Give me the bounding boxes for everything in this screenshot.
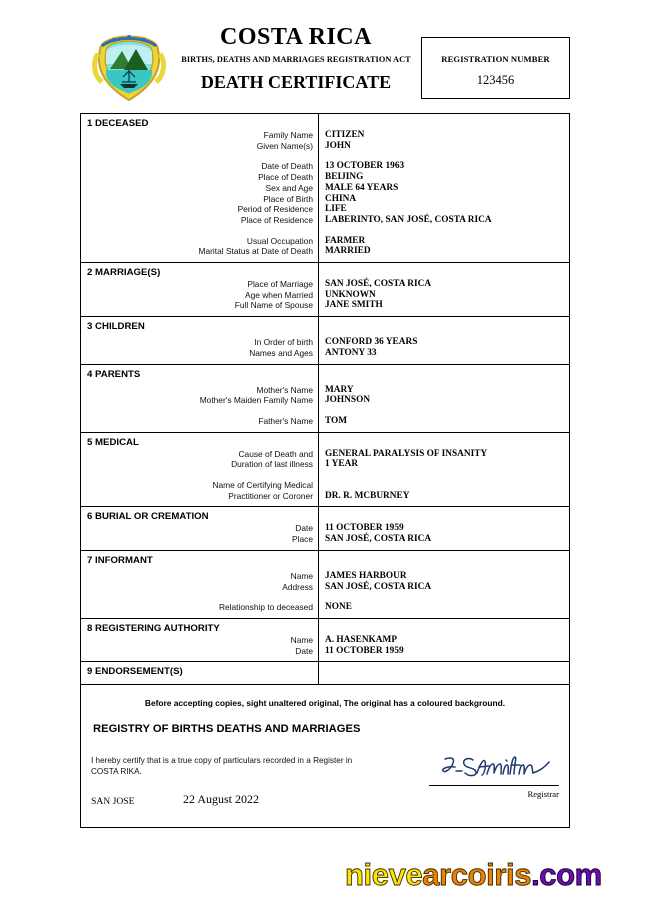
registration-number-box [421,37,570,99]
document-header [78,12,578,110]
section-parents-values [319,365,569,432]
section-informant-labels [81,551,319,618]
section-medical-labels [81,433,319,507]
certificate-title: DEATH CERTIFICATE [200,72,392,92]
section-marriages [81,263,569,317]
section-children-values [319,317,569,363]
label-marital-status: Marital Status at Date of Death [198,246,313,257]
section-deceased-title: 1 DECEASED [87,118,149,129]
value-place-of-birth: CHINA [325,193,357,204]
registration-number-value: 123456 [476,73,515,87]
section-endorsements-values [319,662,569,684]
value-authority-date: 11 OCTOBER 1959 [325,645,404,656]
label-in-order-of-birth: In Order of birth [254,337,313,348]
section-burial [81,507,569,550]
label-authority-date: Date [295,645,313,656]
section-informant-values [319,551,569,618]
label-place-of-death: Place of Death [258,172,313,183]
deceased-title-spacer [325,118,564,130]
label-given-names: Given Name(s) [256,140,313,151]
label-mothers-maiden-family-name: Mother's Maiden Family Name [199,395,313,406]
label-age-when-married: Age when Married [245,289,313,300]
section-deceased-labels [81,114,319,262]
label-sex-and-age: Sex and Age [265,182,313,193]
section-registering-authority-labels [81,619,319,661]
signature-area [429,751,559,799]
registrar-signature-icon [429,751,559,785]
section-parents-title: 4 PARENTS [87,368,141,380]
value-duration-of-last-illness: 1 YEAR [325,459,359,470]
certificate-body [80,113,570,828]
label-certifying-practitioner-line2: Practitioner or Coroner [228,490,313,501]
registry-heading: REGISTRY OF BIRTHS DEATHS AND MARRIAGES [93,723,361,736]
label-informant-relationship: Relationship to deceased [218,602,313,613]
section-registering-authority [81,619,569,662]
value-authority-name: A. HASENKAMP [325,634,398,645]
value-fathers-name: TOM [325,415,348,426]
label-names-and-ages: Names and Ages [249,347,313,358]
value-mothers-name: MARY [325,384,354,395]
certify-place: SAN JOSE [91,796,135,808]
title-block [178,24,414,93]
registration-number-label: REGISTRATION NUMBER [441,54,550,64]
value-date-of-death: 13 OCTOBER 1963 [325,161,405,172]
value-informant-address: SAN JOSÉ, COSTA RICA [325,581,432,592]
section-marriages-labels [81,263,319,316]
value-marital-status: MARRIED [325,246,371,257]
value-period-of-residence: LIFE [325,204,347,215]
certify-line-1: I hereby certify that is a true copy of particulars recorded in a Register in [91,756,353,766]
section-deceased-values [319,114,569,262]
certification-block [81,685,569,827]
label-authority-name: Name [290,634,313,645]
value-full-name-of-spouse: JANE SMITH [325,300,383,311]
section-registering-authority-title: 8 REGISTERING AUTHORITY [87,622,220,634]
costa-rica-coat-of-arms-icon [86,20,172,106]
section-medical-title: 5 MEDICAL [87,436,139,448]
label-place-of-birth: Place of Birth [263,193,313,204]
parents-title-spacer [325,369,564,381]
value-usual-occupation: FARMER [325,235,366,246]
label-fathers-name: Father's Name [258,415,313,426]
section-deceased [81,114,569,263]
value-cause-of-death: GENERAL PARALYSIS OF INSANITY [325,448,488,459]
label-informant-address: Address [282,581,313,592]
value-mothers-maiden-family-name: JOHNSON [325,395,371,406]
section-parents-labels [81,365,319,432]
medical-title-spacer [325,437,564,449]
value-burial-place: SAN JOSÉ, COSTA RICA [325,534,432,545]
section-burial-labels [81,507,319,549]
copy-notice: Before accepting copies, sight unaltered original, The original has a coloured background. [144,698,506,709]
section-informant [81,551,569,619]
value-place-of-residence: LABERINTO, SAN JOSÉ, COSTA RICA [325,214,492,225]
value-child-1: CONFORD 36 YEARS [325,337,418,348]
label-informant-name: Name [290,570,313,581]
label-date-of-death: Date of Death [261,161,313,172]
section-burial-title: 6 BURIAL OR CREMATION [87,511,209,523]
certify-date: 22 August 2022 [183,792,260,807]
signature-line [429,785,559,786]
value-informant-relationship: NONE [325,602,352,613]
section-children-labels [81,317,319,363]
certify-line-2: COSTA RIKA. [91,767,142,777]
value-given-names: JOHN [325,140,351,151]
value-sex-and-age: MALE 64 YEARS [325,182,399,193]
value-informant-name: JAMES HARBOUR [325,570,407,581]
label-burial-date: Date [295,523,313,534]
site-watermark [345,857,602,893]
medical-row-spacer [325,470,564,481]
label-usual-occupation: Usual Occupation [246,235,313,246]
marriages-title-spacer [325,267,564,279]
label-place-of-marriage: Place of Marriage [247,279,313,290]
watermark-part-3: .com [531,857,602,892]
label-mothers-name: Mother's Name [256,384,313,395]
value-endorsements [325,666,564,678]
value-certifying-practitioner: DR. R. MCBURNEY [325,490,410,501]
label-family-name: Family Name [263,130,313,140]
label-burial-place: Place [292,534,313,545]
label-full-name-of-spouse: Full Name of Spouse [234,300,313,311]
section-marriages-values [319,263,569,316]
section-children-title: 3 CHILDREN [87,321,145,333]
country-title: COSTA RICA [220,24,372,50]
label-duration-of-last-illness: Duration of last illness [231,459,313,470]
section-medical [81,433,569,508]
section-informant-title: 7 INFORMANT [87,554,153,566]
certify-row [91,755,559,817]
section-marriages-title: 2 MARRIAGE(S) [87,267,161,279]
value-place-of-death: BEIJING [325,172,364,183]
children-title-spacer [325,321,564,333]
section-children [81,317,569,364]
section-burial-values [319,507,569,549]
value-burial-date: 11 OCTOBER 1959 [325,523,404,534]
registrar-label: Registrar [527,789,559,800]
value-age-when-married: UNKNOWN [325,289,376,300]
certify-text [91,755,391,777]
section-parents [81,365,569,433]
value-child-2: ANTONY 33 [325,347,377,358]
authority-title-spacer [325,623,564,635]
section-endorsements [81,662,569,685]
section-endorsements-labels [81,662,319,684]
burial-title-spacer [325,511,564,523]
section-certification [81,685,569,827]
section-endorsements-title: 9 ENDORSEMENT(S) [87,666,183,678]
watermark-part-2: arcoiris [422,857,532,892]
label-certifying-practitioner-line1: Name of Certifying Medical [212,480,313,491]
value-place-of-marriage: SAN JOSÉ, COSTA RICA [325,279,432,290]
section-registering-authority-values [319,619,569,661]
act-subtitle: BIRTHS, DEATHS AND MARRIAGES REGISTRATION ACT [181,55,411,64]
value-family-name: CITIZEN [325,130,365,140]
section-medical-values [319,433,569,507]
label-cause-of-death: Cause of Death and [238,448,313,459]
informant-title-spacer [325,555,564,567]
watermark-part-1: nieve [345,857,423,892]
label-period-of-residence: Period of Residence [237,204,313,215]
label-place-of-residence: Place of Residence [240,214,313,225]
